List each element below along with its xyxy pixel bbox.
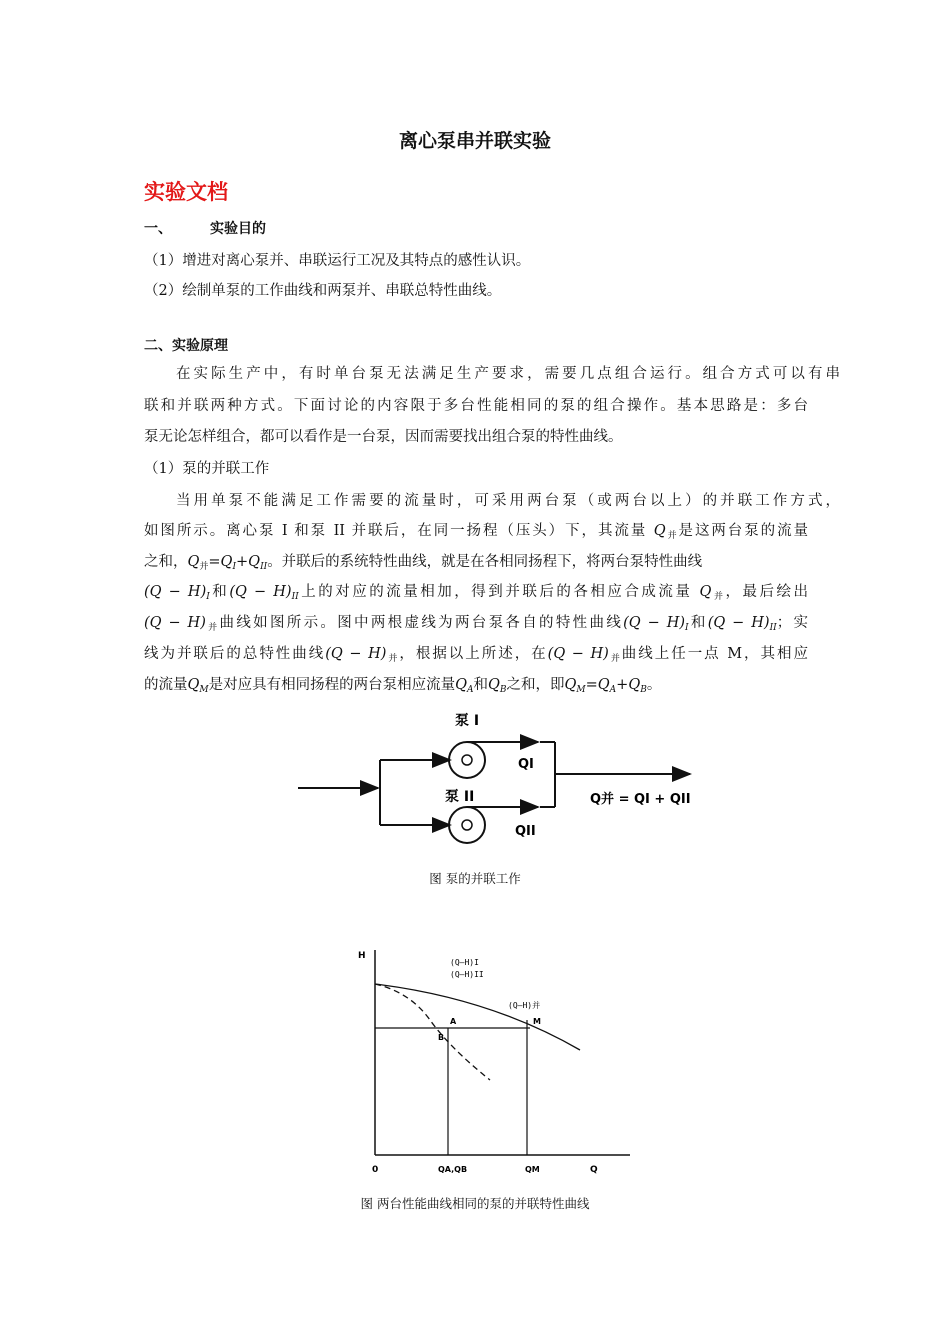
point-b-label: B [438,1033,445,1042]
section1-number: 一、 [144,221,172,237]
doc-heading: 实验文档 [144,180,228,204]
tick-qm: QM [525,1165,540,1174]
figure-1-caption: 图 泵的并联工作 [429,871,521,886]
para2-line-1: 当用单泵不能满足工作需要的流量时，可采用两台泵（或两台以上）的并联工作方式， [176,493,840,509]
para1-line-3: 泵无论怎样组合，都可以看作是一台泵，因而需要找出组合泵的特性曲线。 [144,429,623,445]
objective-item-1: （1）增进对离心泵并、串联运行工况及其特点的感性认识。 [144,253,531,269]
pump-1-casing [449,742,485,778]
section1-title: 实验目的 [210,221,266,237]
parallel-characteristic-chart [340,940,640,1185]
para2-line-7: 的流量$Q_M$是对应具有相同扬程的两台泵相应流量$Q_A$和$Q_B$之和，即$Q_M=Q_A+Q_B$。 [144,677,662,695]
pump-1-hub [462,755,472,765]
origin-label: 0 [372,1165,379,1175]
para1-line-2: 联和并联两种方式。下面讨论的内容限于多台性能相同的泵的组合操作。基本思路是：多台 [144,398,808,414]
q2-label: QII [515,824,536,839]
para2-line-3: 之和，$Q_并=Q_I+Q_{II}$。并联后的系统特性曲线，就是在各相同扬程下，将两台泵特性曲线 [144,554,703,572]
para2-line-5: $(Q - H)_并$曲线如图所示。图中两根虚线为两台泵各自的特性曲线$(Q - H)_I$和$(Q - H)_{II}$；实 [144,615,809,633]
point-a-label: A [450,1017,457,1026]
parallel-total-curve [375,984,580,1050]
qsum-label: Q并 = QI + QII [590,792,691,807]
point-m-label: M [533,1017,541,1026]
axis-h-label: H [358,951,366,961]
q1-label: QI [518,757,534,772]
legend-curve-parallel: (Q—H)并 [508,1001,541,1010]
pump-1-label: 泵 I [455,713,480,729]
figure-2-caption: 图 两台性能曲线相同的泵的并联特性曲线 [360,1196,590,1211]
tick-qa-qb: QA,QB [438,1165,468,1174]
para1-line-1: 在实际生产中，有时单台泵无法满足生产要求，需要几点组合运行。组合方式可以有串 [176,366,840,382]
pump-2-label: 泵 II [445,789,475,805]
objective-item-2: （2）绘制单泵的工作曲线和两泵并、串联总特性曲线。 [144,283,502,299]
single-pump-curve [375,984,490,1080]
parallel-pump-diagram [290,700,710,860]
section2-heading: 二、实验原理 [144,338,228,354]
page-title: 离心泵串并联实验 [398,130,551,152]
pump-2-hub [462,820,472,830]
legend-curve-2: (Q—H)II [450,970,484,979]
subheading-parallel: （1）泵的并联工作 [144,461,270,477]
section1-heading [144,218,266,238]
para2-line-4: $(Q - H)_I$和$(Q - H)_{II}$上的对应的流量相加，得到并联后的各相应合成流量 $Q_并$，最后绘出 [144,584,809,602]
para2-line-2: 如图所示。离心泵 I 和泵 II 并联后，在同一扬程（压头）下，其流量 $Q_并$是这两台泵的流量 [144,523,809,541]
pump-2-casing [449,807,485,843]
axis-q-label: Q [590,1165,598,1175]
legend-curve-1: (Q—H)I [450,958,479,967]
para2-line-6: 线为并联后的总特性曲线$(Q - H)_并$，根据以上所述，在$(Q - H)_并$曲线上任一点 M，其相应 [144,646,808,664]
